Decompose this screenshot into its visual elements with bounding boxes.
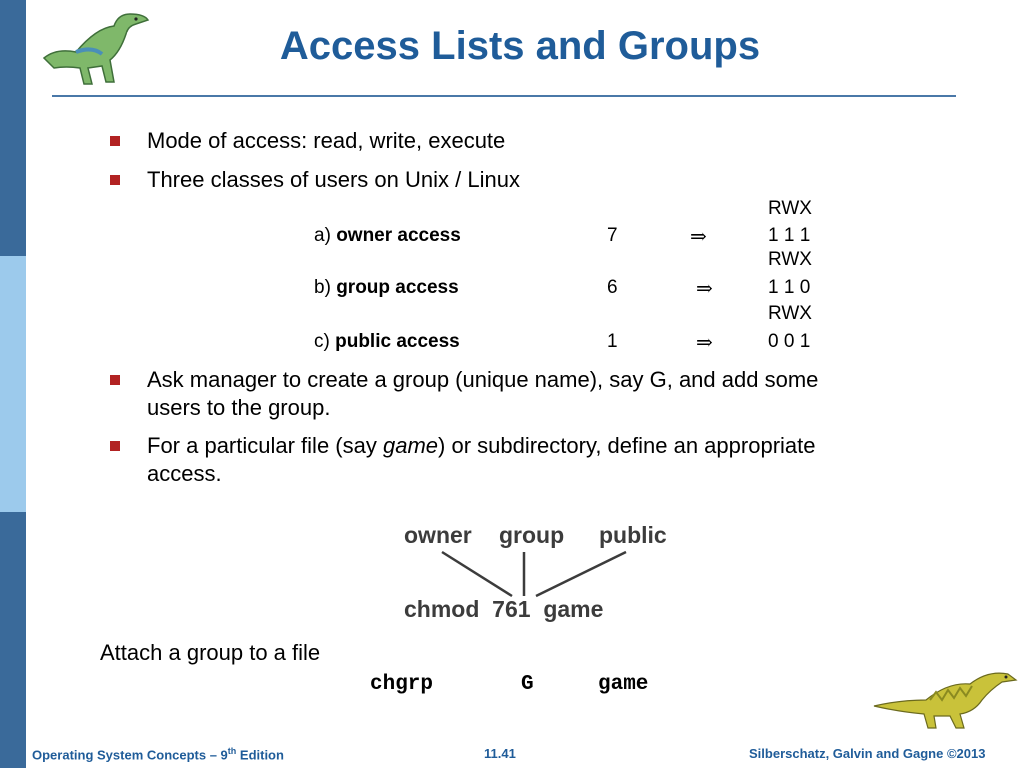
bullet-square-icon — [110, 175, 120, 185]
sidebar-strip-top — [0, 0, 26, 256]
access-row-group-label: b) group access — [314, 277, 459, 298]
chmod-public-label: public — [599, 522, 667, 548]
sidebar-strip-bottom — [0, 512, 26, 768]
bullet-square-icon — [110, 375, 120, 385]
rwx-header: RWX — [768, 303, 812, 324]
chmod-diagram — [394, 518, 694, 628]
chmod-command: chmod 761 game — [404, 596, 604, 622]
access-row-owner-value: 7 — [607, 225, 618, 246]
bullet-text: Ask manager to create a group (unique name), say G, and add some users to the group. — [147, 367, 819, 420]
access-row-group-bits: 1 1 0 — [768, 277, 811, 298]
footer-slide-number: 11.41 — [484, 746, 516, 761]
chmod-group-label: group — [499, 522, 565, 548]
footer-copyright: Silberschatz, Galvin and Gagne ©2013 — [749, 746, 986, 761]
implies-arrow-icon: ⇒ — [690, 224, 707, 248]
bullet-text: Three classes of users on Unix / Linux — [147, 167, 520, 192]
access-row-owner-label: a) owner access — [314, 225, 461, 246]
bullet-text: Mode of access: read, write, execute — [147, 128, 506, 153]
chgrp-file-arg: game — [598, 673, 649, 696]
access-row-group-value: 6 — [607, 277, 618, 298]
rwx-header: RWX — [768, 249, 812, 270]
attach-group-text: Attach a group to a file — [100, 640, 321, 665]
chgrp-group-arg: G — [521, 673, 534, 696]
chgrp-command: chgrp — [370, 673, 434, 696]
game-filename: game — [382, 433, 439, 458]
title-divider — [52, 95, 956, 97]
implies-arrow-icon: ⇒ — [696, 276, 713, 300]
footer-book-title: Operating System Concepts – 9th Edition — [32, 746, 284, 763]
bullet-square-icon — [110, 441, 120, 451]
slide-title: Access Lists and Groups — [279, 24, 761, 68]
dinosaur-icon — [36, 8, 156, 92]
implies-arrow-icon: ⇒ — [696, 330, 713, 354]
access-row-public-value: 1 — [607, 331, 618, 352]
sidebar-strip-middle — [0, 256, 26, 512]
bullet-text: For a particular file (say game) or subdirectory, define an appropriate access. — [147, 433, 816, 486]
rwx-header: RWX — [768, 198, 812, 219]
access-row-public-label: c) public access — [314, 331, 460, 352]
dinosaur-icon — [870, 660, 1020, 732]
bullet-square-icon — [110, 136, 120, 146]
access-row-owner-bits: 1 1 1 — [768, 225, 811, 246]
access-row-public-bits: 0 0 1 — [768, 331, 811, 352]
chmod-owner-label: owner — [404, 522, 472, 548]
